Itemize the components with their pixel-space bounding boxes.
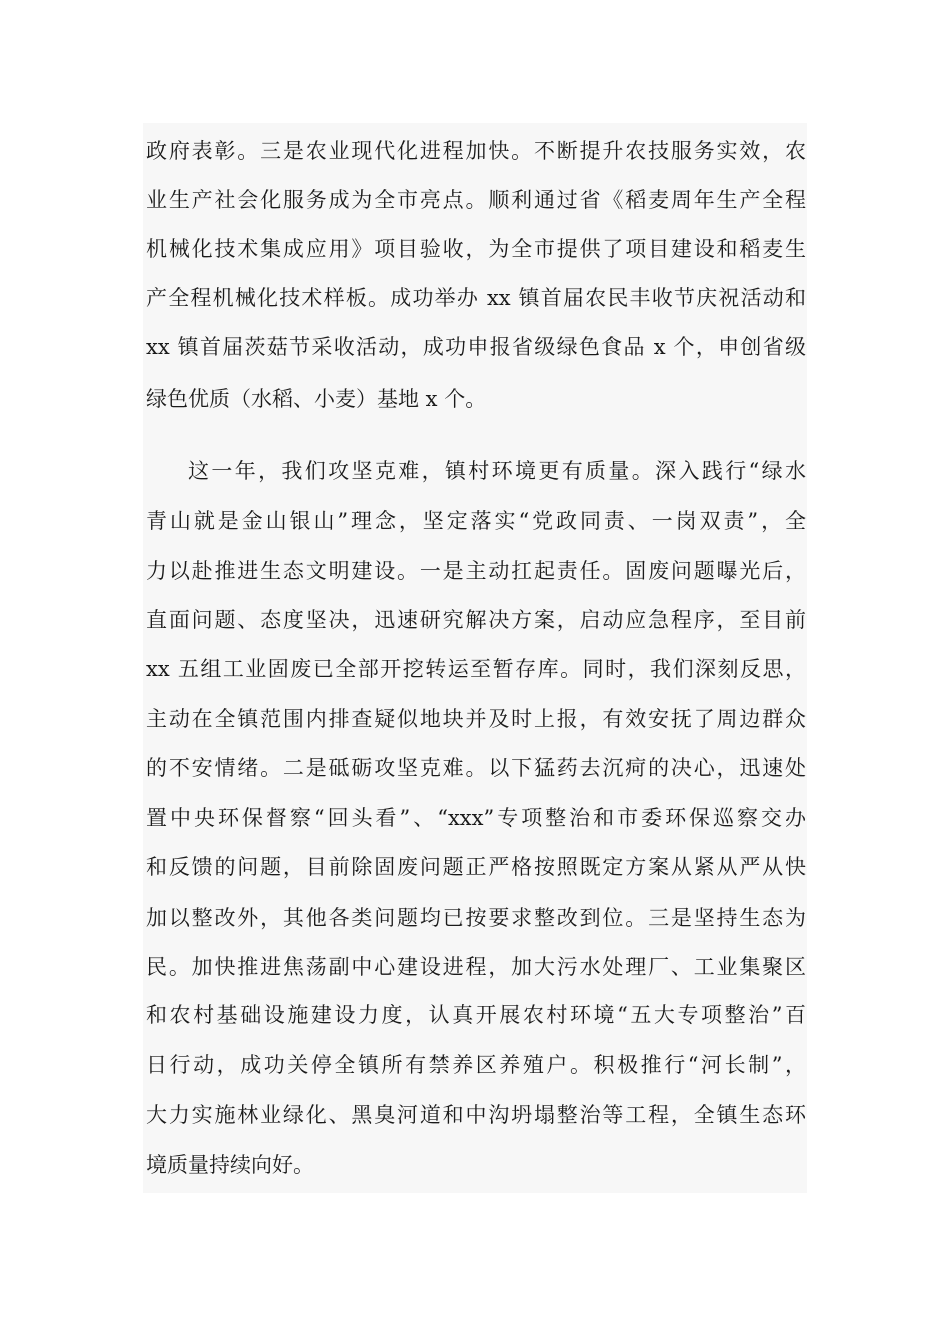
paragraph-2-line-3: 力以赴推进生态文明建设。一是主动扛起责任。固废问题曝光后， bbox=[146, 559, 806, 583]
paragraph-2-line-11: 民。加快推进焦荡副中心建设进程，加大污水处理厂、工业集聚区 bbox=[146, 955, 806, 979]
paragraph-1-line-5: xx 镇首届茨菇节采收活动，成功申报省级绿色食品 x 个，申创省级 bbox=[146, 335, 806, 359]
paragraph-2-line-1: 这一年，我们攻坚克难，镇村环境更有质量。深入践行“绿水 bbox=[188, 459, 806, 483]
paragraph-2-line-4: 直面问题、态度坚决，迅速研究解决方案，启动应急程序，至目前 bbox=[146, 608, 806, 632]
paragraph-1-line-4: 产全程机械化技术样板。成功举办 xx 镇首届农民丰收节庆祝活动和 bbox=[146, 286, 806, 310]
paragraph-1-line-3: 机械化技术集成应用》项目验收，为全市提供了项目建设和稻麦生 bbox=[146, 237, 806, 261]
paragraph-2-line-7: 的不安情绪。二是砥砺攻坚克难。以下猛药去沉疴的决心，迅速处 bbox=[146, 756, 806, 780]
paragraph-1-line-2: 业生产社会化服务成为全市亮点。顺利通过省《稻麦周年生产全程 bbox=[146, 188, 806, 212]
paragraph-2-line-14: 大力实施林业绿化、黑臭河道和中沟坍塌整治等工程，全镇生态环 bbox=[146, 1103, 806, 1127]
paragraph-2-line-13: 日行动，成功关停全镇所有禁养区养殖户。积极推行“河长制”， bbox=[146, 1053, 806, 1077]
paragraph-2-line-6: 主动在全镇范围内排查疑似地块并及时上报，有效安抚了周边群众 bbox=[146, 707, 806, 731]
paragraph-2-line-10: 加以整改外，其他各类问题均已按要求整改到位。三是坚持生态为 bbox=[146, 906, 806, 930]
paragraph-2-line-9: 和反馈的问题，目前除固废问题正严格按照既定方案从紧从严从快 bbox=[146, 855, 806, 879]
paragraph-2-line-8: 置中央环保督察“回头看”、“xxx”专项整治和市委环保巡察交办 bbox=[146, 806, 806, 830]
paragraph-2-line-2: 青山就是金山银山”理念，坚定落实“党政同责、一岗双责”，全 bbox=[146, 509, 806, 533]
paragraph-2-line-12: 和农村基础设施建设力度，认真开展农村环境“五大专项整治”百 bbox=[146, 1003, 806, 1027]
paragraph-2-line-15: 境质量持续向好。 bbox=[146, 1153, 314, 1177]
paragraph-1-line-6: 绿色优质（水稻、小麦）基地 x 个。 bbox=[146, 387, 487, 411]
paragraph-2-line-5: xx 五组工业固废已全部开挖转运至暂存库。同时，我们深刻反思， bbox=[146, 657, 806, 681]
paragraph-1-line-1: 政府表彰。三是农业现代化进程加快。不断提升农技服务实效，农 bbox=[146, 139, 806, 163]
